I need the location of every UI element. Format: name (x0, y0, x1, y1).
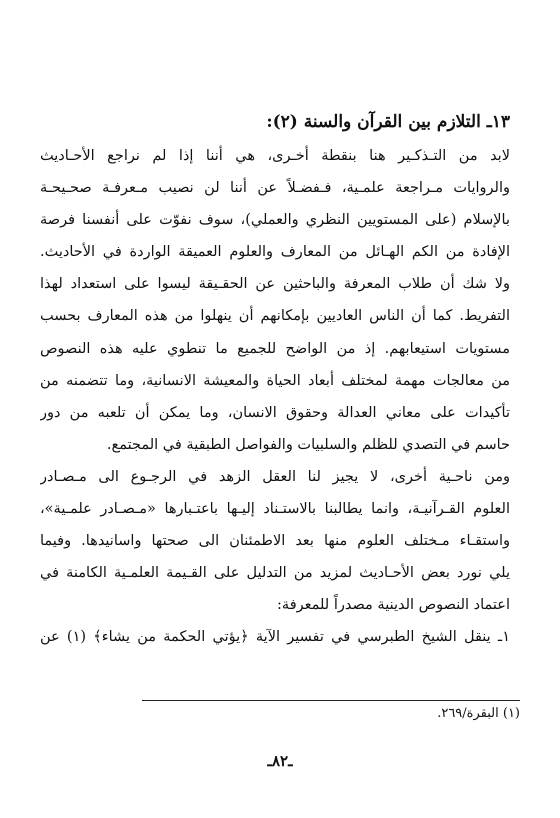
body-line: اعتماد النصوص الدينية مصدراً للمعرفة: (277, 597, 510, 614)
body-line: والروايات مـراجعة علمـية، فـفضـلاً عن أننا لن نصيب مـعرفـة صحـيحـة (40, 180, 510, 197)
body-text (40, 140, 510, 654)
footnote: (١) البقرة/٢٦٩. (437, 706, 520, 721)
body-line: التفريط. كما أن الناس العاديين بإمكانهم أن ينهلوا من هذه المعارف بحسب (40, 308, 510, 325)
body-line: من معالجات مهمة لمختلف أبعاد الحياة والمعيشة الانسانية، وما تتضمنه من (40, 372, 510, 389)
body-line: الإفادة من الكم الهـائل من المعارف والعلوم العميقة الواردة في الأحاديث. (40, 244, 510, 261)
body-line: تأكيدات على معاني العدالة وحقوق الانسان، وما يمكن أن تلعبه من دور (40, 404, 510, 421)
section-heading: ١٣ـ التلازم بين القرآن والسنة (٢): (266, 112, 510, 132)
body-line: حاسم في التصدي للظلم والسلبيات والفواصل الطبقية في المجتمع. (106, 436, 510, 453)
body-line: واستقـاء مـختلف العلوم منها بعد الاطمئنان الى صحتها واسانيدها. وفيما (40, 533, 510, 550)
body-line: يلي نورد بعض الأحـاديث لمزيد من التدليل على القـيمة العلمـية الكامنة في (40, 565, 510, 582)
page-number: ـ٨٢ـ (267, 752, 293, 770)
body-line: ولا شك أن طلاب المعرفة والباحثين عن الحقـيقة ليسوا على استعداد لهذا (40, 276, 510, 293)
body-line: ١ـ ينقل الشيخ الطبرسي في تفسير الآية ﴿يؤتي الحكمة من يشاء﴾ (١) عن (40, 629, 510, 646)
body-line: لابد من التـذكـير هنا بنقطة أخـرى، هي أننا إذا لم نراجع الأحـاديث (40, 148, 510, 164)
body-line: مستويات استيعابهم. إذ من الواضح للجميع ما تنطوي عليه هذه النصوص (40, 340, 510, 357)
body-line: بالإسلام (على المستويين النظري والعملي)، سوف نفوّت على أنفسنا فرصة (40, 212, 510, 229)
body-line: ومن ناحـية أخرى، لا يجيز لنا العقل الزهد في الرجـوع الى مـصـادر (40, 468, 510, 485)
body-line: العلوم القـرآنيـة، وانما يطالبنا بالاستـناد إليـها باعتـبارها «مـصـادر علمـية»، (40, 501, 510, 518)
footnote-divider (142, 700, 520, 701)
